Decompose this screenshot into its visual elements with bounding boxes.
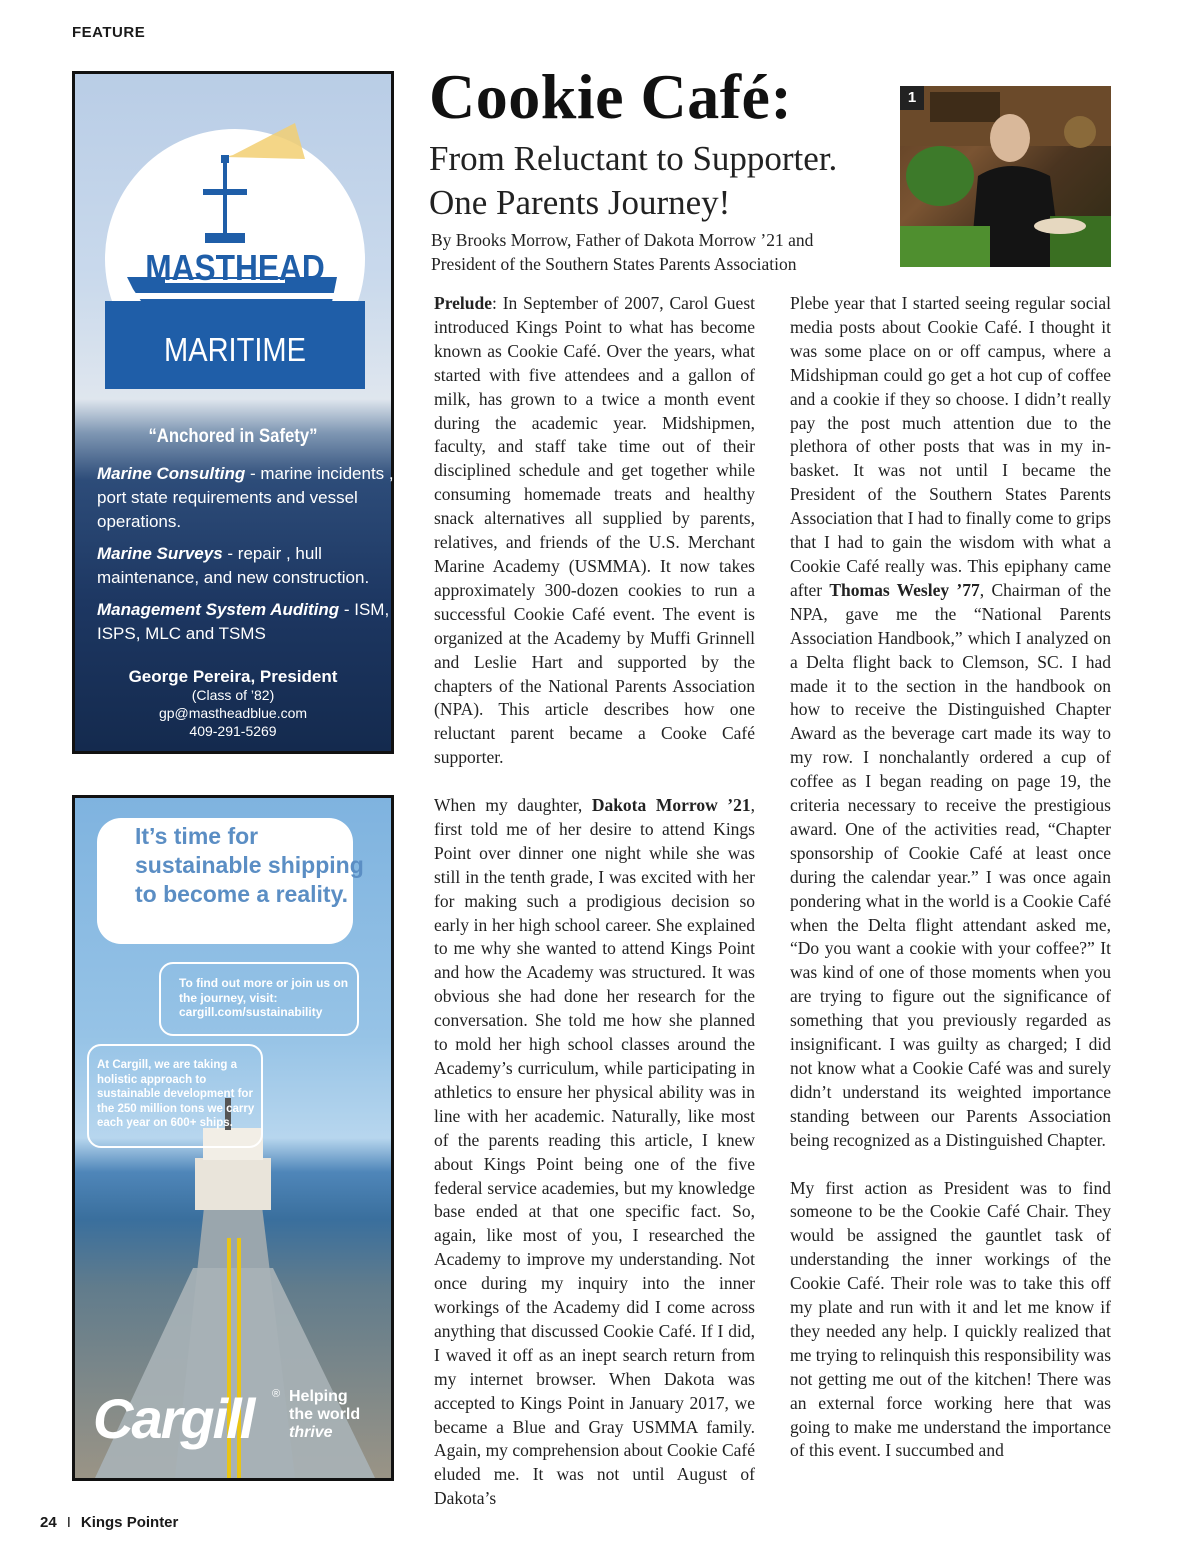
person-name: Thomas Wesley ’77 (829, 579, 980, 600)
article-column-1 (434, 292, 756, 1509)
paragraph: My first action as President was to find someone to be the Cookie Café Chair. They would be assigned the gauntlet task of understanding the inner workings of the Cookie Café. Their role was to take this off my plate and run with it and let me know if they needed any help. I quickly realized that me trying to relinquish this responsibility was not getting me out of the kitchen! There was an external force working here that was going to make me understand the importance of this event. I succumbed and (790, 1177, 1111, 1461)
byline-line: By Brooks Morrow, Father of Dakota Morrow ’21 and (431, 230, 814, 250)
service-desc: - repair , hull maintenance, and new construction. (97, 544, 370, 587)
cargill-ad[interactable] (72, 795, 394, 1481)
prelude-text: : In September of 2007, Carol Guest introduced Kings Point to what has become known as Cookie Café. Over the years, what started with five attendees and a gallon of milk, has grown to a twice a month event during the academic year. Midshipmen, faculty, and staff take time out of their disciplined schedule and get together while consuming homemade treats and healthy snack alternatives all supplied by parents, relatives, and friends of the U.S. Merchant Marine Academy (USMMA). It now takes approximately 300-dozen cookies to run a successful Cookie Café event. The event is organized at the Academy by Muffi Grinnell and Leslie Hart and supported by the chapters of the National Parents Association (NPA). This article describes how one reluctant parent became a Cooke Café supporter. (434, 293, 755, 768)
slogan-line: thrive (289, 1424, 333, 1441)
contact-class: (Class of ’82) (191, 687, 275, 703)
service-desc: - ISM, ISPS, MLC and TSMS (97, 600, 390, 643)
ad-contact (75, 668, 391, 740)
paragraph-text: When my daughter, (434, 795, 592, 816)
contact-name: George Pereira, President (128, 667, 338, 686)
registered-mark: ® (272, 1388, 281, 1400)
ad-slogan (289, 1388, 360, 1442)
service-name: Marine Surveys (97, 544, 223, 563)
person-photo-placeholder (900, 86, 1111, 267)
masthead-logo (105, 129, 365, 389)
article-byline (431, 228, 813, 276)
photo-number-badge: 1 (900, 86, 924, 110)
masthead-maritime-ad[interactable] (72, 71, 394, 754)
article-column-2 (790, 292, 1111, 1490)
logo-bottom-text: MARITIME (164, 331, 306, 368)
section-label: FEATURE (72, 24, 146, 41)
publication-name: Kings Pointer (80, 1514, 179, 1531)
paragraph-text: , first told me of her desire to attend Kings Point over dinner one night while she was still in the tenth grade, I was excited with her for making such a prodigious decision so early in her high school career. She explained to me why she wanted to attend Kings Point and how the Academy was structured. It was obvious she had done her research for the conversation. She told me how she planned to mold her high school classes around the Academy’s curriculum, while participating in athletics to ensure her physical ability was in line with her academic. Naturally, like most of the parents reading this article, I knew about Kings Point being one of the five federal service academies, but my knowledge base ended at that one specific fact. So, again, like most of you, I researched the Academy to improve my understanding. Not once during my inquiry into the inner workings of the Academy did I come across anything that discussed Cookie Café. If I did, I waved it off as an inept search return from my internet browser. When Dakota was accepted to Kings Point in January 2017, we became a Blue and Gray USMMA family. Again, my comprehension about Cookie Café eluded me. It was not until August of Dakota’s (434, 795, 756, 1509)
service-item (97, 542, 397, 590)
paragraph (790, 292, 1111, 1153)
person-name: Dakota Morrow ’21 (591, 795, 751, 816)
article-subtitle (429, 137, 837, 225)
cargill-logo: Cargill (93, 1387, 254, 1450)
service-name: Marine Consulting (97, 464, 246, 483)
byline-line: President of the Southern States Parents Association (431, 254, 797, 274)
subtitle-line: One Parents Journey! (429, 183, 731, 222)
ad-headline: It’s time for sustainable shipping to become a reality. (135, 823, 364, 907)
page-number: 24 (40, 1514, 57, 1531)
logo-top-text: MASTHEAD (145, 247, 325, 288)
contact-email[interactable]: gp@mastheadblue.com (158, 705, 308, 721)
ad-tagline: “Anchored in Safety” (148, 426, 318, 447)
article-photo (900, 86, 1111, 267)
paragraph-text: , Chairman of the NPA, gave me the “National Parents Association Handbook,” which I analyzed on a Delta flight back to Clemson, SC. I had made it to the section in the handbook on how to receive the Distinguished Chapter Award as the beverage cart made its way to my row. I nonchalantly ordered a cup of coffee as I began reading on page 19, the criteria necessary to receive the prestigious award. One of the activities read, “Chapter sponsorship of Cookie Café at least once during the calendar year.” I was once again pondering what in the world is a Cookie Café when the Delta flight attendant asked me, “Do you want a cookie with your coffee?” It was kind of one of those moments when you are trying to figure out the significance of something that you previously regarded as insignificant. I was guilty as charged; I did not know what a Cookie Café was and surely didn’t understand its weighted importance standing between our Parents Association being recognized as a Distinguished Chapter. (790, 579, 1112, 1150)
slogan-line: the world (289, 1406, 361, 1423)
contact-phone: 409-291-5269 (189, 723, 277, 739)
service-item (97, 598, 397, 646)
paragraph-text: Plebe year that I started seeing regular social media posts about Cookie Café. I thought it was some place on or off campus, where a Midshipman could go get a hot cup of coffee and a cookie if they so choose. I didn’t really pay the post much attention due to the plethora of other posts that was in my in-basket. It was not until I became the President of the Southern States Parents Association that I had to finally come to grips that I had to gain the wisdom with what a Cookie Café really was. This epiphany came after (790, 293, 1111, 600)
article-title: Cookie Café: (429, 61, 793, 132)
ad-cta[interactable]: To find out more or join us on the journey, visit: cargill.com/sustainability (179, 976, 349, 1019)
service-item (97, 462, 397, 534)
service-name: Management System Auditing (97, 600, 340, 619)
paragraph (434, 794, 755, 1511)
ad-body: At Cargill, we are taking a holistic approach to sustainable development for the 250 million tons we carry each year on 600+ ships. (97, 1059, 255, 1129)
page-footer (40, 1514, 178, 1531)
slogan-line: Helping (289, 1388, 348, 1405)
footer-separator: I (66, 1514, 71, 1531)
services-list (97, 462, 397, 654)
subtitle-line: From Reluctant to Supporter. (429, 139, 838, 178)
service-desc: - marine incidents , port state requirements and vessel operations. (97, 464, 394, 531)
prelude-paragraph (434, 292, 755, 770)
prelude-label: Prelude (434, 293, 493, 313)
